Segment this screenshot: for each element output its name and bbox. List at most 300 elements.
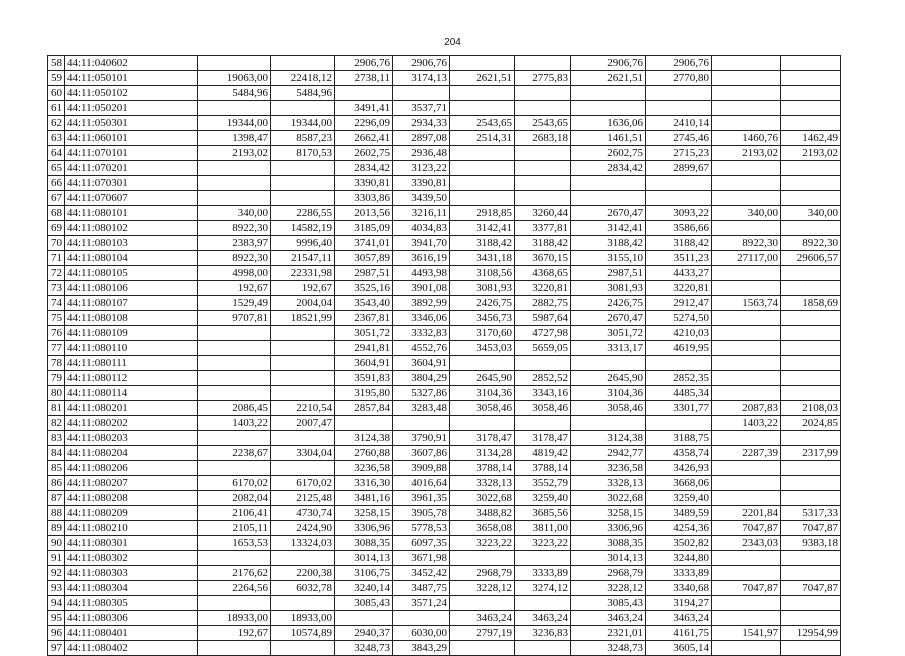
value-cell: 2367,81 xyxy=(335,311,393,326)
row-index-cell: 90 xyxy=(48,536,65,551)
value-cell: 3081,93 xyxy=(450,281,515,296)
value-cell xyxy=(450,596,515,611)
value-cell: 2918,85 xyxy=(450,206,515,221)
value-cell: 3658,08 xyxy=(450,521,515,536)
table-row xyxy=(48,461,841,476)
row-index-cell: 82 xyxy=(48,416,65,431)
value-cell: 19344,00 xyxy=(198,116,271,131)
cadastral-value-table xyxy=(47,55,841,656)
value-cell: 2176,62 xyxy=(198,566,271,581)
cadastral-code-cell: 44:11:080105 xyxy=(65,266,198,281)
value-cell: 19063,00 xyxy=(198,71,271,86)
value-cell: 2108,03 xyxy=(781,401,841,416)
value-cell: 3377,81 xyxy=(515,221,571,236)
cadastral-code-cell: 44:11:080207 xyxy=(65,476,198,491)
value-cell xyxy=(781,56,841,71)
value-cell: 4210,03 xyxy=(646,326,712,341)
value-cell xyxy=(515,641,571,656)
value-cell xyxy=(198,431,271,446)
value-cell: 3304,04 xyxy=(271,446,335,461)
cadastral-code-cell: 44:11:080107 xyxy=(65,296,198,311)
cadastral-code-cell: 44:11:080110 xyxy=(65,341,198,356)
value-cell xyxy=(781,431,841,446)
row-index-cell: 79 xyxy=(48,371,65,386)
value-cell: 1541,97 xyxy=(712,626,781,641)
table-row xyxy=(48,551,841,566)
value-cell: 3248,73 xyxy=(571,641,646,656)
value-cell xyxy=(335,611,393,626)
cadastral-code-cell: 44:11:080111 xyxy=(65,356,198,371)
row-index-cell: 81 xyxy=(48,401,65,416)
value-cell xyxy=(515,176,571,191)
row-index-cell: 69 xyxy=(48,221,65,236)
value-cell xyxy=(515,161,571,176)
value-cell xyxy=(198,461,271,476)
value-cell xyxy=(781,266,841,281)
value-cell xyxy=(450,641,515,656)
value-cell: 4552,76 xyxy=(393,341,450,356)
value-cell: 3258,15 xyxy=(571,506,646,521)
value-cell: 4619,95 xyxy=(646,341,712,356)
value-cell xyxy=(198,161,271,176)
value-cell: 2193,02 xyxy=(781,146,841,161)
value-cell xyxy=(712,431,781,446)
row-index-cell: 95 xyxy=(48,611,65,626)
value-cell: 2770,80 xyxy=(646,71,712,86)
value-cell: 3244,80 xyxy=(646,551,712,566)
row-index-cell: 71 xyxy=(48,251,65,266)
value-cell: 3188,42 xyxy=(646,236,712,251)
value-cell: 340,00 xyxy=(712,206,781,221)
value-cell xyxy=(393,416,450,431)
value-cell: 3306,96 xyxy=(335,521,393,536)
value-cell: 3586,66 xyxy=(646,221,712,236)
value-cell: 2897,08 xyxy=(393,131,450,146)
cadastral-code-cell: 44:11:040602 xyxy=(65,56,198,71)
value-cell xyxy=(781,386,841,401)
row-index-cell: 76 xyxy=(48,326,65,341)
value-cell: 3788,14 xyxy=(450,461,515,476)
row-index-cell: 92 xyxy=(48,566,65,581)
value-cell: 2286,55 xyxy=(271,206,335,221)
value-cell: 3236,58 xyxy=(335,461,393,476)
row-index-cell: 74 xyxy=(48,296,65,311)
table-row xyxy=(48,536,841,551)
table-row xyxy=(48,221,841,236)
value-cell: 2968,79 xyxy=(571,566,646,581)
value-cell xyxy=(198,551,271,566)
value-cell: 3058,46 xyxy=(515,401,571,416)
value-cell: 3741,01 xyxy=(335,236,393,251)
table-row xyxy=(48,626,841,641)
value-cell: 3123,22 xyxy=(393,161,450,176)
value-cell: 2410,14 xyxy=(646,116,712,131)
value-cell xyxy=(781,356,841,371)
value-cell: 3804,29 xyxy=(393,371,450,386)
value-cell: 29606,57 xyxy=(781,251,841,266)
value-cell: 8922,30 xyxy=(712,236,781,251)
value-cell: 3909,88 xyxy=(393,461,450,476)
value-cell: 2602,75 xyxy=(571,146,646,161)
value-cell: 3093,22 xyxy=(646,206,712,221)
value-cell: 3607,86 xyxy=(393,446,450,461)
value-cell xyxy=(781,476,841,491)
value-cell: 3843,29 xyxy=(393,641,450,656)
value-cell: 3022,68 xyxy=(450,491,515,506)
value-cell xyxy=(781,176,841,191)
value-cell: 22331,98 xyxy=(271,266,335,281)
value-cell: 3216,11 xyxy=(393,206,450,221)
table-row xyxy=(48,266,841,281)
value-cell: 3788,14 xyxy=(515,461,571,476)
value-cell: 4358,74 xyxy=(646,446,712,461)
value-cell: 3390,81 xyxy=(335,176,393,191)
value-cell xyxy=(781,311,841,326)
value-cell xyxy=(712,101,781,116)
value-cell xyxy=(335,86,393,101)
value-cell xyxy=(198,56,271,71)
table-row xyxy=(48,386,841,401)
value-cell: 3014,13 xyxy=(571,551,646,566)
value-cell: 3228,12 xyxy=(450,581,515,596)
value-cell: 3346,06 xyxy=(393,311,450,326)
value-cell: 2200,38 xyxy=(271,566,335,581)
value-cell xyxy=(712,86,781,101)
value-cell: 2852,35 xyxy=(646,371,712,386)
value-cell xyxy=(712,281,781,296)
value-cell: 3502,82 xyxy=(646,536,712,551)
value-cell: 3431,18 xyxy=(450,251,515,266)
cadastral-code-cell: 44:11:070101 xyxy=(65,146,198,161)
value-cell: 3058,46 xyxy=(571,401,646,416)
table-row xyxy=(48,236,841,251)
value-cell: 6170,02 xyxy=(271,476,335,491)
value-cell: 2670,47 xyxy=(571,206,646,221)
value-cell xyxy=(781,161,841,176)
value-cell: 3283,48 xyxy=(393,401,450,416)
value-cell: 9707,81 xyxy=(198,311,271,326)
cadastral-code-cell: 44:11:070201 xyxy=(65,161,198,176)
value-cell xyxy=(271,461,335,476)
value-cell xyxy=(781,326,841,341)
value-cell: 2383,97 xyxy=(198,236,271,251)
value-cell: 5659,05 xyxy=(515,341,571,356)
row-index-cell: 85 xyxy=(48,461,65,476)
value-cell: 3537,71 xyxy=(393,101,450,116)
row-index-cell: 59 xyxy=(48,71,65,86)
value-cell: 4730,74 xyxy=(271,506,335,521)
value-cell: 3543,40 xyxy=(335,296,393,311)
value-cell: 2238,67 xyxy=(198,446,271,461)
value-cell: 2662,41 xyxy=(335,131,393,146)
cadastral-code-cell: 44:11:080305 xyxy=(65,596,198,611)
value-cell: 4016,64 xyxy=(393,476,450,491)
cadastral-code-cell: 44:11:080210 xyxy=(65,521,198,536)
value-cell: 1460,76 xyxy=(712,131,781,146)
value-cell xyxy=(271,161,335,176)
value-cell: 3439,50 xyxy=(393,191,450,206)
value-cell: 3124,38 xyxy=(335,431,393,446)
table-row xyxy=(48,341,841,356)
value-cell: 4034,83 xyxy=(393,221,450,236)
value-cell: 3571,24 xyxy=(393,596,450,611)
value-cell: 1563,74 xyxy=(712,296,781,311)
value-cell xyxy=(271,551,335,566)
value-cell: 3685,56 xyxy=(515,506,571,521)
value-cell: 3174,13 xyxy=(393,71,450,86)
value-cell: 3236,58 xyxy=(571,461,646,476)
page-number: 204 xyxy=(444,37,461,48)
value-cell: 2942,77 xyxy=(571,446,646,461)
value-cell: 2264,56 xyxy=(198,581,271,596)
value-cell xyxy=(712,356,781,371)
value-cell: 2426,75 xyxy=(450,296,515,311)
value-cell: 3178,47 xyxy=(515,431,571,446)
row-index-cell: 61 xyxy=(48,101,65,116)
cadastral-code-cell: 44:11:060101 xyxy=(65,131,198,146)
value-cell: 3258,15 xyxy=(335,506,393,521)
value-cell xyxy=(515,101,571,116)
table-row xyxy=(48,446,841,461)
value-cell xyxy=(393,86,450,101)
table-row xyxy=(48,356,841,371)
table-row xyxy=(48,251,841,266)
value-cell: 2906,76 xyxy=(646,56,712,71)
value-cell: 3456,73 xyxy=(450,311,515,326)
table-row xyxy=(48,101,841,116)
value-cell xyxy=(712,371,781,386)
value-cell: 8922,30 xyxy=(781,236,841,251)
value-cell: 3316,30 xyxy=(335,476,393,491)
value-cell: 5778,53 xyxy=(393,521,450,536)
value-cell xyxy=(271,596,335,611)
value-cell xyxy=(712,176,781,191)
row-index-cell: 87 xyxy=(48,491,65,506)
value-cell: 4433,27 xyxy=(646,266,712,281)
value-cell xyxy=(781,281,841,296)
value-cell xyxy=(515,56,571,71)
value-cell xyxy=(781,596,841,611)
value-cell: 1398,47 xyxy=(198,131,271,146)
value-cell xyxy=(712,341,781,356)
row-index-cell: 75 xyxy=(48,311,65,326)
value-cell: 2296,09 xyxy=(335,116,393,131)
value-cell: 1858,69 xyxy=(781,296,841,311)
value-cell xyxy=(271,356,335,371)
value-cell: 2321,01 xyxy=(571,626,646,641)
cadastral-code-cell: 44:11:080402 xyxy=(65,641,198,656)
cadastral-code-cell: 44:11:080104 xyxy=(65,251,198,266)
value-cell: 6170,02 xyxy=(198,476,271,491)
value-cell: 3333,89 xyxy=(646,566,712,581)
value-cell: 7047,87 xyxy=(712,581,781,596)
value-cell: 3333,89 xyxy=(515,566,571,581)
value-cell: 2621,51 xyxy=(450,71,515,86)
value-cell: 1653,53 xyxy=(198,536,271,551)
value-cell: 340,00 xyxy=(198,206,271,221)
value-cell: 2602,75 xyxy=(335,146,393,161)
table-row xyxy=(48,491,841,506)
table-row xyxy=(48,161,841,176)
value-cell: 3892,99 xyxy=(393,296,450,311)
table-row xyxy=(48,281,841,296)
value-cell: 18933,00 xyxy=(198,611,271,626)
cadastral-code-cell: 44:11:070301 xyxy=(65,176,198,191)
value-cell: 5274,50 xyxy=(646,311,712,326)
table-row xyxy=(48,191,841,206)
value-cell: 2906,76 xyxy=(571,56,646,71)
cadastral-code-cell: 44:11:080206 xyxy=(65,461,198,476)
value-cell: 2317,99 xyxy=(781,446,841,461)
value-cell: 192,67 xyxy=(271,281,335,296)
value-cell: 2715,23 xyxy=(646,146,712,161)
value-cell xyxy=(646,176,712,191)
table-row xyxy=(48,581,841,596)
value-cell: 3259,40 xyxy=(515,491,571,506)
value-cell xyxy=(781,551,841,566)
value-cell: 6032,78 xyxy=(271,581,335,596)
value-cell: 2968,79 xyxy=(450,566,515,581)
value-cell: 2543,65 xyxy=(450,116,515,131)
value-cell: 3106,75 xyxy=(335,566,393,581)
value-cell: 13324,03 xyxy=(271,536,335,551)
table-row xyxy=(48,611,841,626)
value-cell: 2987,51 xyxy=(335,266,393,281)
row-index-cell: 77 xyxy=(48,341,65,356)
value-cell xyxy=(646,416,712,431)
cadastral-code-cell: 44:11:050101 xyxy=(65,71,198,86)
value-cell: 3051,72 xyxy=(571,326,646,341)
value-cell xyxy=(271,326,335,341)
value-cell xyxy=(450,416,515,431)
table-row xyxy=(48,431,841,446)
value-cell xyxy=(712,476,781,491)
value-cell: 3170,60 xyxy=(450,326,515,341)
value-cell: 1403,22 xyxy=(198,416,271,431)
row-index-cell: 72 xyxy=(48,266,65,281)
value-cell: 3188,42 xyxy=(515,236,571,251)
value-cell: 3274,12 xyxy=(515,581,571,596)
value-cell: 3194,27 xyxy=(646,596,712,611)
value-cell: 2426,75 xyxy=(571,296,646,311)
row-index-cell: 70 xyxy=(48,236,65,251)
row-index-cell: 65 xyxy=(48,161,65,176)
value-cell: 3223,22 xyxy=(515,536,571,551)
row-index-cell: 58 xyxy=(48,56,65,71)
value-cell: 2210,54 xyxy=(271,401,335,416)
value-cell: 2987,51 xyxy=(571,266,646,281)
value-cell: 4493,98 xyxy=(393,266,450,281)
value-cell: 2906,76 xyxy=(393,56,450,71)
value-cell xyxy=(781,641,841,656)
value-cell: 3088,35 xyxy=(335,536,393,551)
value-cell: 2543,65 xyxy=(515,116,571,131)
value-cell: 3259,40 xyxy=(646,491,712,506)
row-index-cell: 64 xyxy=(48,146,65,161)
value-cell: 2007,47 xyxy=(271,416,335,431)
table-row xyxy=(48,176,841,191)
value-cell: 2940,37 xyxy=(335,626,393,641)
value-cell: 3188,42 xyxy=(450,236,515,251)
cadastral-code-cell: 44:11:080102 xyxy=(65,221,198,236)
value-cell: 3671,98 xyxy=(393,551,450,566)
value-cell: 1529,49 xyxy=(198,296,271,311)
value-cell xyxy=(781,371,841,386)
value-cell: 3616,19 xyxy=(393,251,450,266)
cadastral-code-cell: 44:11:080106 xyxy=(65,281,198,296)
value-cell xyxy=(515,191,571,206)
value-cell: 3489,59 xyxy=(646,506,712,521)
value-cell: 21547,11 xyxy=(271,251,335,266)
value-cell: 2934,33 xyxy=(393,116,450,131)
value-cell: 18521,99 xyxy=(271,311,335,326)
value-cell: 3195,80 xyxy=(335,386,393,401)
row-index-cell: 73 xyxy=(48,281,65,296)
value-cell xyxy=(571,176,646,191)
cadastral-code-cell: 44:11:080306 xyxy=(65,611,198,626)
value-cell: 7047,87 xyxy=(781,521,841,536)
value-cell: 3604,91 xyxy=(335,356,393,371)
cadastral-code-cell: 44:11:080401 xyxy=(65,626,198,641)
cadastral-code-cell: 44:11:080204 xyxy=(65,446,198,461)
value-cell xyxy=(515,86,571,101)
value-cell xyxy=(646,356,712,371)
value-cell: 3104,36 xyxy=(571,386,646,401)
value-cell: 27117,00 xyxy=(712,251,781,266)
value-cell: 3941,70 xyxy=(393,236,450,251)
value-cell xyxy=(198,326,271,341)
value-cell xyxy=(450,56,515,71)
value-cell: 3220,81 xyxy=(515,281,571,296)
value-cell xyxy=(781,491,841,506)
value-cell xyxy=(712,56,781,71)
row-index-cell: 84 xyxy=(48,446,65,461)
value-cell xyxy=(712,326,781,341)
value-cell: 2193,02 xyxy=(712,146,781,161)
value-cell xyxy=(781,611,841,626)
value-cell xyxy=(571,101,646,116)
value-cell xyxy=(393,611,450,626)
value-cell: 3453,03 xyxy=(450,341,515,356)
value-cell xyxy=(781,191,841,206)
value-cell: 10574,89 xyxy=(271,626,335,641)
value-cell xyxy=(198,641,271,656)
value-cell: 2834,42 xyxy=(571,161,646,176)
row-index-cell: 97 xyxy=(48,641,65,656)
value-cell: 3511,23 xyxy=(646,251,712,266)
value-cell: 2013,56 xyxy=(335,206,393,221)
value-cell: 3491,41 xyxy=(335,101,393,116)
table-row xyxy=(48,71,841,86)
row-index-cell: 88 xyxy=(48,506,65,521)
cadastral-code-cell: 44:11:080101 xyxy=(65,206,198,221)
value-cell: 3088,35 xyxy=(571,536,646,551)
value-cell: 8922,30 xyxy=(198,251,271,266)
table-row xyxy=(48,131,841,146)
value-cell xyxy=(450,161,515,176)
cadastral-code-cell: 44:11:080103 xyxy=(65,236,198,251)
value-cell xyxy=(712,386,781,401)
value-cell xyxy=(571,416,646,431)
value-cell: 2645,90 xyxy=(450,371,515,386)
value-cell: 18933,00 xyxy=(271,611,335,626)
value-cell xyxy=(712,551,781,566)
value-cell: 3142,41 xyxy=(571,221,646,236)
value-cell: 2193,02 xyxy=(198,146,271,161)
value-cell: 2936,48 xyxy=(393,146,450,161)
value-cell: 5327,86 xyxy=(393,386,450,401)
value-cell: 2004,04 xyxy=(271,296,335,311)
